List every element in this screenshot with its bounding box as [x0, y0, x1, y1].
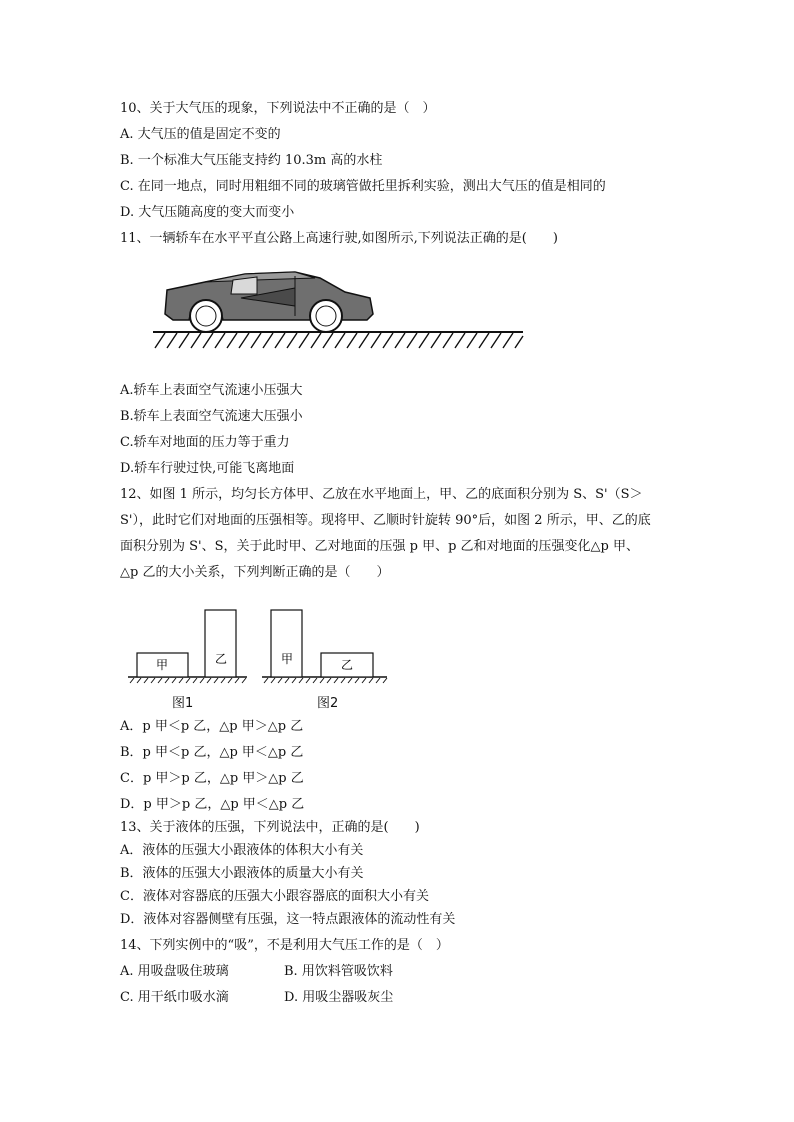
car-window [231, 277, 257, 294]
q10-option-a: A. 大气压的值是固定不变的 [120, 127, 281, 142]
svg-text:乙: 乙 [340, 658, 354, 672]
q12-option-b: B．p 甲＜p 乙，△p 甲＜△p 乙 [120, 745, 304, 760]
q10-stem: 10、关于大气压的现象，下列说法中不正确的是（ ） [120, 101, 436, 116]
q12-stem-line-1: 12、如图 1 所示，均匀长方体甲、乙放在水平地面上，甲、乙的底面积分别为 S、S'（S＞ [120, 487, 643, 502]
q11-option-c: C.轿车对地面的压力等于重力 [120, 435, 290, 450]
q14-option-c: C. 用干纸巾吸水滴 [120, 990, 229, 1005]
q13-stem: 13、关于液体的压强，下列说法中，正确的是( ) [120, 820, 420, 835]
svg-text:甲: 甲 [280, 652, 294, 666]
q11-option-a: A.轿车上表面空气流速小压强大 [120, 383, 303, 398]
q14-stem: 14、下列实例中的“吸”，不是利用大气压工作的是（ ） [120, 938, 449, 953]
q10-option-d: D. 大气压随高度的变大而变小 [120, 205, 295, 220]
q12-stem-line-4: △p 乙的大小关系，下列判断正确的是（ ） [120, 565, 390, 580]
q12-option-c: C．p 甲＞p 乙，△p 甲＞△p 乙 [120, 771, 304, 786]
rear-wheel [190, 300, 222, 332]
q13-option-b: B．液体的压强大小跟液体的质量大小有关 [120, 866, 364, 881]
q14-option-d: D. 用吸尘器吸灰尘 [284, 990, 394, 1005]
fig1-block-yi [205, 610, 236, 677]
q11-option-b: B.轿车上表面空气流速大压强小 [120, 409, 303, 424]
blocks-figure [125, 605, 395, 690]
q10-option-b: B. 一个标准大气压能支持约 10.3m 高的水柱 [120, 153, 383, 168]
fig1-label: 图1 [172, 696, 194, 711]
fig2-block-jia [271, 610, 302, 677]
car-on-road-figure [145, 268, 530, 353]
fig2-label: 图2 [317, 696, 339, 711]
q10-option-c: C. 在同一地点，同时用粗细不同的玻璃管做托里拆利实验，测出大气压的值是相同的 [120, 179, 606, 194]
q12-option-d: D．p 甲＞p 乙，△p 甲＜△p 乙 [120, 797, 305, 812]
q11-option-d: D.轿车行驶过快,可能飞离地面 [120, 461, 295, 476]
q13-option-a: A．液体的压强大小跟液体的体积大小有关 [120, 843, 364, 858]
q11-stem: 11、一辆轿车在水平平直公路上高速行驶,如图所示,下列说法正确的是( ) [120, 231, 558, 246]
front-wheel [310, 300, 342, 332]
q13-option-c: C．液体对容器底的压强大小跟容器底的面积大小有关 [120, 889, 429, 904]
q12-stem-line-2: S'），此时它们对地面的压强相等。现将甲、乙顺时针旋转 90°后，如图 2 所示，甲、乙的底 [120, 513, 651, 528]
svg-text:甲: 甲 [155, 658, 169, 672]
svg-text:乙: 乙 [214, 652, 228, 666]
q12-option-a: A．p 甲＜p 乙，△p 甲＞△p 乙 [120, 719, 304, 734]
road-hatching [155, 333, 523, 348]
q13-option-d: D．液体对容器侧壁有压强，这一特点跟液体的流动性有关 [120, 912, 456, 927]
q14-option-a: A. 用吸盘吸住玻璃 [120, 964, 229, 979]
q12-stem-line-3: 面积分别为 S'、S，关于此时甲、乙对地面的压强 p 甲、p 乙和对地面的压强变化△p 甲、 [120, 539, 640, 554]
q14-option-b: B. 用饮料管吸饮料 [284, 964, 393, 979]
